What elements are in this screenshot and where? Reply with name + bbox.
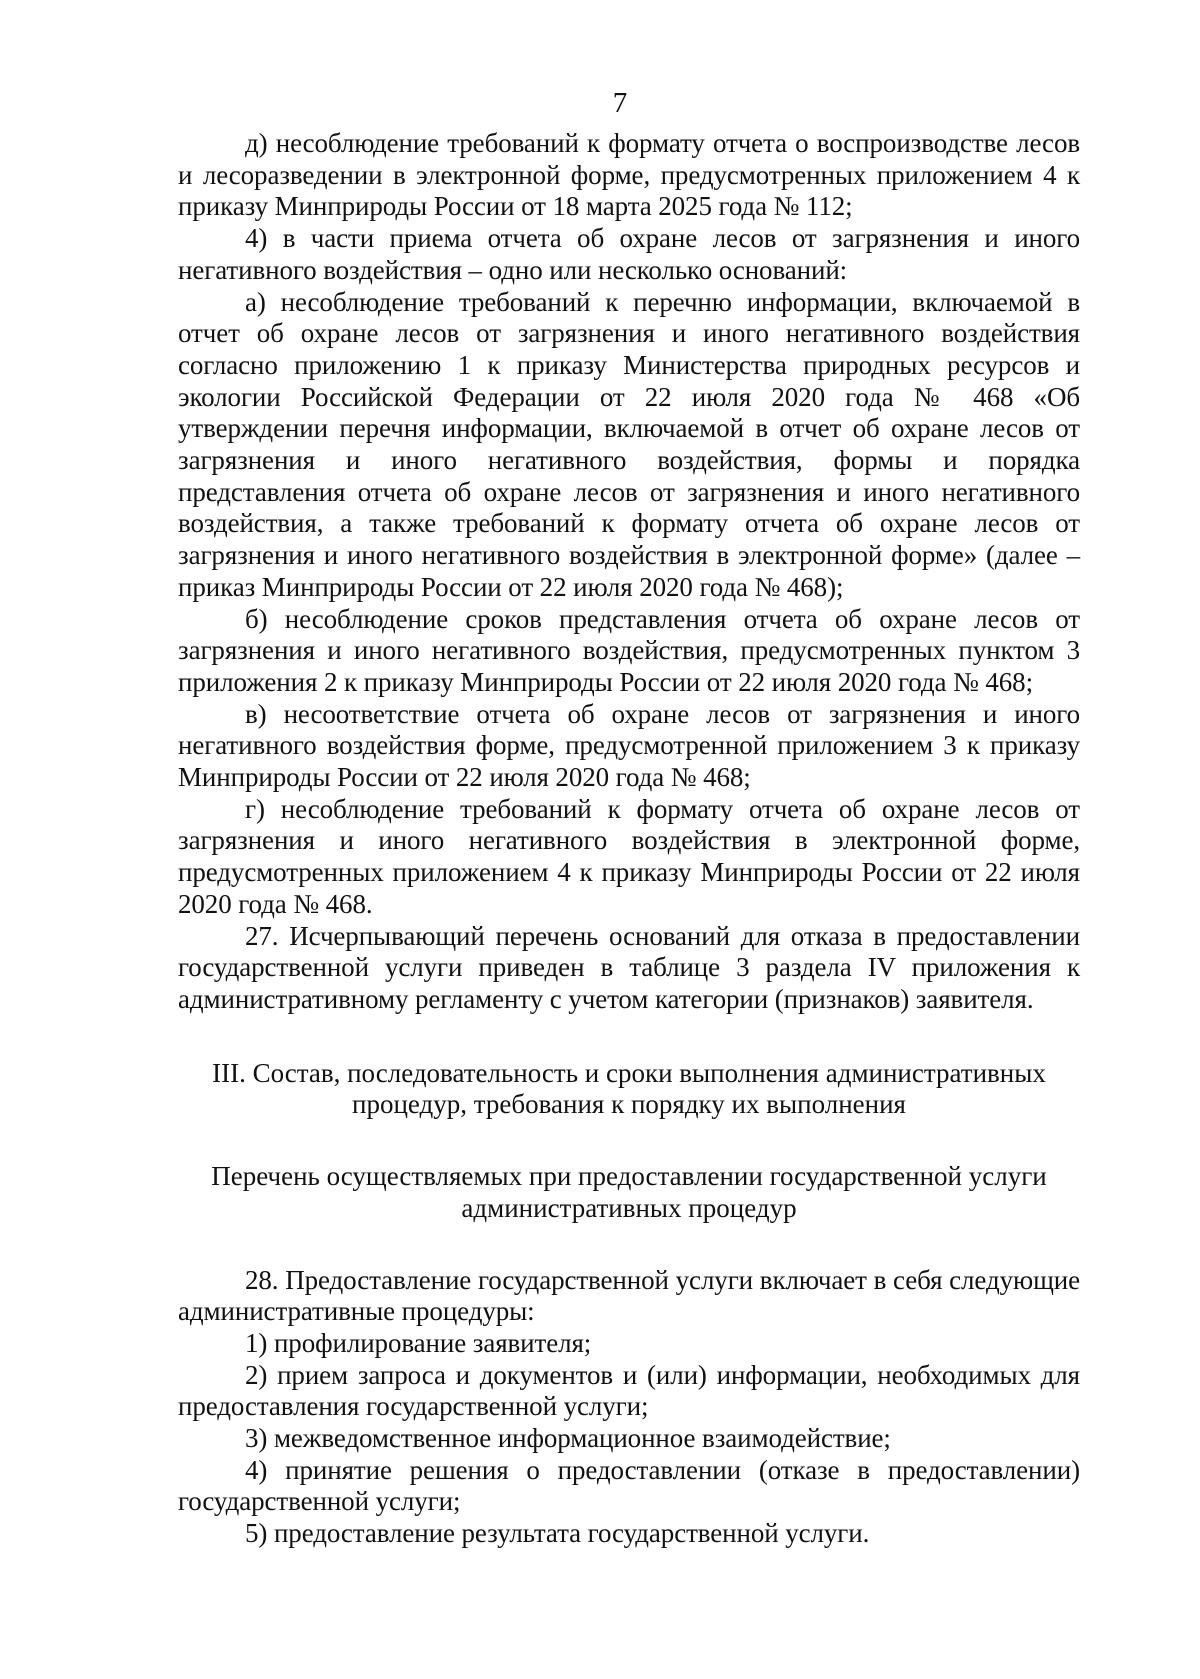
list-item-result-delivery: 5) предоставление результата государственной услуги. (245, 1518, 870, 1549)
section-heading-line-2: процедур, требования к порядку их выполнения (352, 1089, 906, 1120)
paragraph-b-deadlines: б) несоблюдение сроков представления отчета об охране лесов от загрязнения и иного негативного воздействия, предусмотренных пунктом 3 приложения 2 к приказу Минприроды России от 22 июля 2020 года № 468; (178, 603, 1080, 697)
list-item-request-reception: 2) прием запроса и документов и (или) информации, необходимых для предоставления государственной услуги; (178, 1359, 1080, 1422)
paragraph-4-pollution-report: 4) в части приема отчета об охране лесов от загрязнения и иного негативного воздействия – одно или несколько оснований: (178, 223, 1080, 285)
paragraph-g-electronic-format: г) несоблюдение требований к формату отчета об охране лесов от загрязнения и иного негативного воздействия в электронной форме, предусмотренных приложением 4 к приказу Минприроды России от 22 июля 2020 года № 468. (178, 793, 1080, 919)
subsection-heading-procedures (178, 1161, 1080, 1224)
document-body (178, 128, 1080, 1550)
page-number: 7 (612, 87, 628, 119)
section-heading-iii (178, 1058, 1080, 1121)
paragraph-a-information-list: а) несоблюдение требований к перечню информации, включаемой в отчет об охране лесов от загрязнения и иного негативного воздействия согласно приложению 1 к приказу Министерства природных ресурсов и экологии Российской Федерации от 22 июля 2020 года № 468 «Об утверждении перечня информации, включаемой в отчет об охране лесов от загрязнения и иного негативного воздействия, формы и порядка представления отчета об охране лесов от загрязнения и иного негативного воздействия, а также требований к формату отчета об охране лесов от загрязнения и иного негативного воздействия в электронной форме» (далее – приказ Минприроды России от 22 июля 2020 года № 468); (178, 286, 1080, 602)
list-item-interagency-interaction: 3) межведомственное информационное взаимодействие; (245, 1423, 891, 1454)
paragraph-28-procedures: 28. Предоставление государственной услуги включает в себя следующие административные процедуры: (178, 1264, 1080, 1327)
subsection-heading-line-1: Перечень осуществляемых при предоставлении государственной услуги (211, 1161, 1047, 1192)
list-item-decision: 4) принятие решения о предоставлении (отказе в предоставлении) государственной услуги; (178, 1454, 1080, 1517)
paragraph-27-refusal-grounds: 27. Исчерпывающий перечень оснований для отказа в предоставлении государственной услуги приведен в таблице 3 раздела IV приложения к административному регламенту с учетом категории (признаков) заявителя. (178, 920, 1080, 1014)
list-item-profiling: 1) профилирование заявителя; (245, 1327, 592, 1358)
section-heading-line-1: III. Состав, последовательность и сроки выполнения административных (212, 1057, 1046, 1088)
paragraph-d-format-requirements: д) несоблюдение требований к формату отчета о воспроизводстве лесов и лесоразведении в электронной форме, предусмотренных приложением 4 к приказу Минприроды России от 18 марта 2025 года № 112; (178, 128, 1080, 222)
subsection-heading-line-2: административных процедур (461, 1192, 797, 1223)
paragraph-v-form-mismatch: в) несоответствие отчета об охране лесов от загрязнения и иного негативного воздействия форме, предусмотренной приложением 3 к приказу Минприроды России от 22 июля 2020 года № 468; (178, 698, 1080, 793)
